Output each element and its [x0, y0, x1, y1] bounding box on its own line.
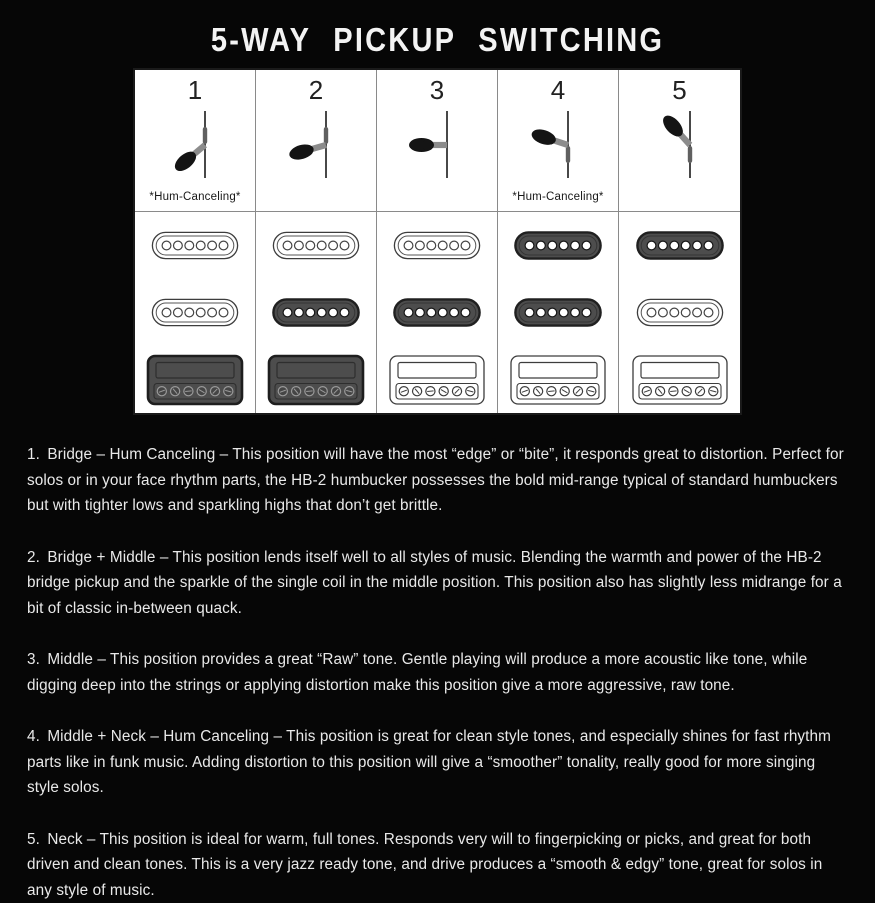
switch-position-column-1 [135, 70, 256, 413]
pickup-column-body [135, 212, 255, 413]
pickup-selector-switch-icon [645, 105, 715, 183]
page-title [0, 0, 875, 58]
middle-pickup-icon-inactive [619, 279, 740, 346]
hum-canceling-label: *Hum-Canceling* [498, 191, 618, 205]
position-description-2 [27, 545, 848, 622]
page-title-text: 5-WAY PICKUP SWITCHING [211, 21, 664, 58]
pickup-selector-switch-icon [160, 105, 230, 183]
switch-position-column-5 [619, 70, 740, 413]
hum-canceling-label [619, 191, 740, 205]
position-number-label: 2 [309, 75, 323, 105]
position-number-label: 1 [188, 75, 202, 105]
position-descriptions [0, 415, 875, 903]
position-description-1 [27, 442, 848, 519]
description-text: Bridge + Middle – This position lends itself well to all styles of music. Blending the warmth and power of the HB-2 bridge pickup and the sparkle of the single coil in the middle position. This position also has slightly less midrange for a bit of classic in-between quack. [27, 549, 842, 617]
pickup-column-body [498, 212, 618, 413]
bridge-humbucker-icon-inactive [619, 346, 740, 413]
position-number-label: 3 [430, 75, 444, 105]
bridge-humbucker-icon-inactive [498, 346, 618, 413]
switch-position-column-2 [256, 70, 377, 413]
switch-position-header [498, 70, 618, 212]
switch-position-header [619, 70, 740, 212]
hum-canceling-label [377, 191, 497, 205]
description-text: Bridge – Hum Canceling – This position will have the most “edge” or “bite”, it responds great to distortion. Perfect for solos or in your face rhythm parts, the HB-2 humbucker possesses the bold mid-range typical of standard humbuckers but with tighter lows and sparkling highs that don’t get brittle. [27, 446, 844, 514]
middle-pickup-icon-active [498, 279, 618, 346]
middle-pickup-icon-inactive [135, 279, 255, 346]
neck-pickup-icon-inactive [256, 212, 376, 279]
position-description-4 [27, 724, 848, 801]
pickup-selector-switch-icon [281, 105, 351, 183]
description-number: 2. [27, 549, 43, 566]
hum-canceling-label [256, 191, 376, 205]
description-number: 3. [27, 651, 43, 668]
middle-pickup-icon-active [377, 279, 497, 346]
pickup-column-body [619, 212, 740, 413]
switch-position-column-3 [377, 70, 498, 413]
hum-canceling-label: *Hum-Canceling* [135, 191, 255, 205]
bridge-humbucker-icon-active [135, 346, 255, 413]
description-text: Middle + Neck – Hum Canceling – This position is great for clean style tones, and especially shines for fast rhythm parts like in funk music. Adding distortion to this position will give a “smoother” tonality, really good for more singing style solos. [27, 728, 831, 796]
description-number: 4. [27, 728, 43, 745]
pickup-column-body [256, 212, 376, 413]
description-number: 5. [27, 831, 43, 848]
bridge-humbucker-icon-inactive [377, 346, 497, 413]
description-number: 1. [27, 446, 43, 463]
pickup-column-body [377, 212, 497, 413]
bridge-humbucker-icon-active [256, 346, 376, 413]
position-number-label: 4 [551, 75, 565, 105]
middle-pickup-icon-active [256, 279, 376, 346]
position-number-label: 5 [672, 75, 686, 105]
pickup-switching-diagram [133, 68, 742, 415]
position-description-3 [27, 647, 848, 698]
position-description-5 [27, 827, 848, 903]
switch-position-column-4 [498, 70, 619, 413]
switch-position-header [135, 70, 255, 212]
neck-pickup-icon-active [619, 212, 740, 279]
description-text: Middle – This position provides a great “Raw” tone. Gentle playing will produce a more acoustic like tone, while digging deep into the strings or applying distortion make this position give a more aggressive, raw tone. [27, 651, 807, 694]
description-text: Neck – This position is ideal for warm, full tones. Responds very will to fingerpicking or picks, and great for both driven and clean tones. This is a very jazz ready tone, and drive produces a “smooth & edgy” tone, great for solos in any style of music. [27, 831, 822, 899]
neck-pickup-icon-active [498, 212, 618, 279]
pickup-selector-switch-icon [523, 105, 593, 183]
switch-position-header [256, 70, 376, 212]
neck-pickup-icon-inactive [377, 212, 497, 279]
switch-position-header [377, 70, 497, 212]
pickup-selector-switch-icon [402, 105, 472, 183]
neck-pickup-icon-inactive [135, 212, 255, 279]
